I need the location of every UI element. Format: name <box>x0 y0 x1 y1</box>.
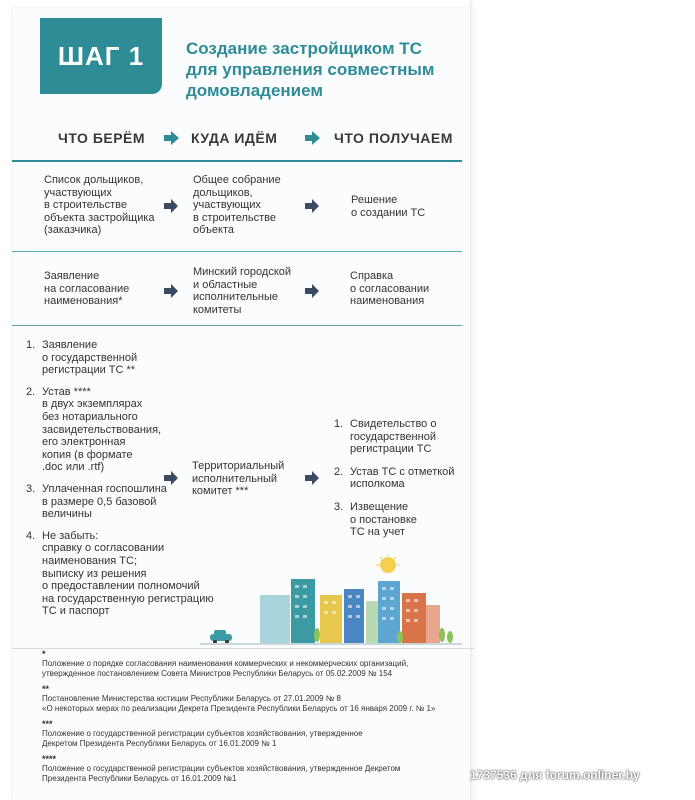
list-item <box>26 483 214 521</box>
text-line: о постановке <box>350 513 417 526</box>
text-line: наименования ТС; <box>42 554 137 567</box>
arrow-right-icon <box>163 470 179 486</box>
text-line: Устав ТС с отметкой <box>350 465 455 478</box>
text-line: Уплаченная госпошлина <box>42 482 167 495</box>
text-line: в строительстве <box>193 211 277 224</box>
arrow-right-icon <box>163 283 179 299</box>
item-number: 2. <box>334 465 344 478</box>
text-line: Заявление <box>44 270 100 282</box>
text-line: Положение о порядке согласования наименования коммерческих и некоммерческих организаций, <box>42 659 409 668</box>
arrow-right-icon <box>163 198 179 214</box>
item-number: 2. <box>26 385 36 398</box>
list-item <box>334 466 454 491</box>
text-line: Устав **** <box>42 385 91 398</box>
text-line: комитет *** <box>192 485 249 498</box>
column-header-go: КУДА ИДЁМ <box>191 130 278 146</box>
text-line: Президента Республики Беларусь от 16.01.2009 №1 <box>42 774 237 783</box>
list-item <box>26 339 214 377</box>
footnotes <box>42 650 472 790</box>
building <box>260 595 290 643</box>
text-line: исполнительный <box>192 472 278 485</box>
text-line: Свидетельство о <box>350 418 437 430</box>
text-line: исполнительные <box>193 291 279 304</box>
text-line: о предоставлении полномочий <box>42 580 200 593</box>
text-line: Положение о государственной регистрации субъектов хозяйствования, утвержденное <box>42 729 363 738</box>
text-line: копия (в формате <box>42 448 133 461</box>
text-line: Справка <box>350 270 394 282</box>
title-line: домовладением <box>186 81 323 100</box>
arrow-right-icon <box>304 470 320 486</box>
city-illustration <box>200 555 462 645</box>
text-line: ТС и паспорт <box>42 605 110 618</box>
list-item <box>334 418 454 456</box>
text-line: выписку из решения <box>42 567 147 580</box>
text-line: дольщиков, <box>193 186 253 199</box>
step-badge <box>40 18 162 94</box>
text-line: о государственной <box>42 351 138 364</box>
arrow-right-icon <box>304 198 320 214</box>
item-number: 4. <box>26 529 36 542</box>
text-line: наименования* <box>44 295 123 308</box>
row1-go <box>193 174 281 237</box>
text-line: справку о согласовании <box>42 542 165 555</box>
page-title <box>186 38 476 101</box>
arrow-right-icon <box>303 129 321 147</box>
text-line: в строительстве <box>44 199 128 212</box>
row3-get-list <box>334 418 454 548</box>
item-number: 3. <box>26 482 36 495</box>
text-line: объекта <box>193 224 235 237</box>
text-line: Список дольщиков, <box>44 174 144 186</box>
text-line: засвидетельствования, <box>42 423 162 436</box>
arrow-right-icon <box>162 129 180 147</box>
sun-icon <box>380 557 396 573</box>
text-line: участвующих <box>193 199 261 212</box>
text-line: Извещение <box>350 500 409 513</box>
text-line: о создании ТС <box>351 206 426 219</box>
column-header-get: ЧТО ПОЛУЧАЕМ <box>334 130 453 146</box>
car-icon <box>210 634 232 641</box>
text-line: Постановление Министерства юстиции Республики Беларусь от 27.01.2009 № 8 <box>42 694 341 703</box>
footnote-mark: * <box>42 649 46 659</box>
row1-get <box>351 194 425 219</box>
item-number: 1. <box>334 418 344 430</box>
divider <box>12 325 462 326</box>
footnote <box>42 755 472 784</box>
text-line: (заказчика) <box>44 224 102 237</box>
footnote-mark: *** <box>42 719 53 729</box>
building <box>378 581 400 643</box>
footnote <box>42 685 472 714</box>
divider <box>12 251 462 252</box>
building <box>291 579 315 643</box>
text-line: исполкома <box>350 478 405 491</box>
text-line: .doc или .rtf) <box>42 461 105 474</box>
text-line: ТС на учет <box>350 526 405 539</box>
text-line: Минский городской <box>193 266 292 278</box>
text-line: регистрации ТС ** <box>42 364 136 377</box>
text-line: объекта застройщика <box>44 211 155 224</box>
text-line: комитеты <box>193 303 242 316</box>
footnote <box>42 650 472 679</box>
building <box>320 595 342 643</box>
text-line: Не забыть: <box>42 529 99 542</box>
list-item <box>334 501 454 539</box>
text-line: Положение о государственной регистрации субъектов хозяйствования, утвержденное Декретом <box>42 764 401 773</box>
text-line: Территориальный <box>192 460 285 472</box>
divider <box>12 160 462 162</box>
footnote <box>42 720 472 749</box>
row3-go <box>192 460 284 498</box>
item-number: 3. <box>334 500 344 513</box>
ground-line <box>200 643 462 645</box>
text-line: утвержденное постановлением Совета Министров Республики Беларусь от 05.02.2009 № 154 <box>42 669 393 678</box>
text-line: Заявление <box>42 339 98 351</box>
building <box>426 605 440 643</box>
text-line: государственной <box>350 430 436 443</box>
step-label: ШАГ 1 <box>57 40 145 71</box>
text-line: на согласование <box>44 282 130 295</box>
row2-go <box>193 266 291 316</box>
row1-take <box>44 174 155 237</box>
text-line: и областные <box>193 278 258 291</box>
text-line: о согласовании <box>350 282 430 295</box>
title-line: Создание застройщиком ТС <box>186 39 422 58</box>
text-line: величины <box>42 508 92 521</box>
text-line: «О некоторых мерах по реализации Декрета Президента Республики Беларусь от 16 января 2009 г. № 1» <box>42 704 436 713</box>
row3-take-list <box>26 339 214 627</box>
text-line: наименования <box>350 295 425 308</box>
arrow-right-icon <box>304 283 320 299</box>
text-line: участвующих <box>44 186 112 199</box>
row2-take <box>44 270 129 308</box>
building <box>344 589 364 643</box>
text-line: Решение <box>351 194 398 206</box>
text-line: Общее собрание <box>193 174 281 186</box>
footnote-mark: ** <box>42 684 50 694</box>
list-item <box>26 530 214 618</box>
text-line: его электронная <box>42 436 126 449</box>
footnote-mark: **** <box>42 754 57 764</box>
divider <box>12 648 474 649</box>
text-line: без нотариального <box>42 410 138 423</box>
text-line: Декретом Президента Республики Беларусь от 16.01.2009 № 1 <box>42 739 277 748</box>
text-line: на государственную регистрацию <box>42 592 214 605</box>
item-number: 1. <box>26 339 36 351</box>
car-roof <box>214 630 226 635</box>
column-header-take: ЧТО БЕРЁМ <box>58 130 146 146</box>
title-line: для управления совместным <box>186 60 435 79</box>
text-line: в размере 0,5 базовой <box>42 495 157 508</box>
list-item <box>26 386 214 474</box>
text-line: в двух экземплярах <box>42 398 143 411</box>
text-line: регистрации ТС <box>350 443 432 456</box>
watermark: 1737536 для forum.onliner.by <box>470 768 640 782</box>
row2-get <box>350 270 429 308</box>
building <box>366 601 378 643</box>
